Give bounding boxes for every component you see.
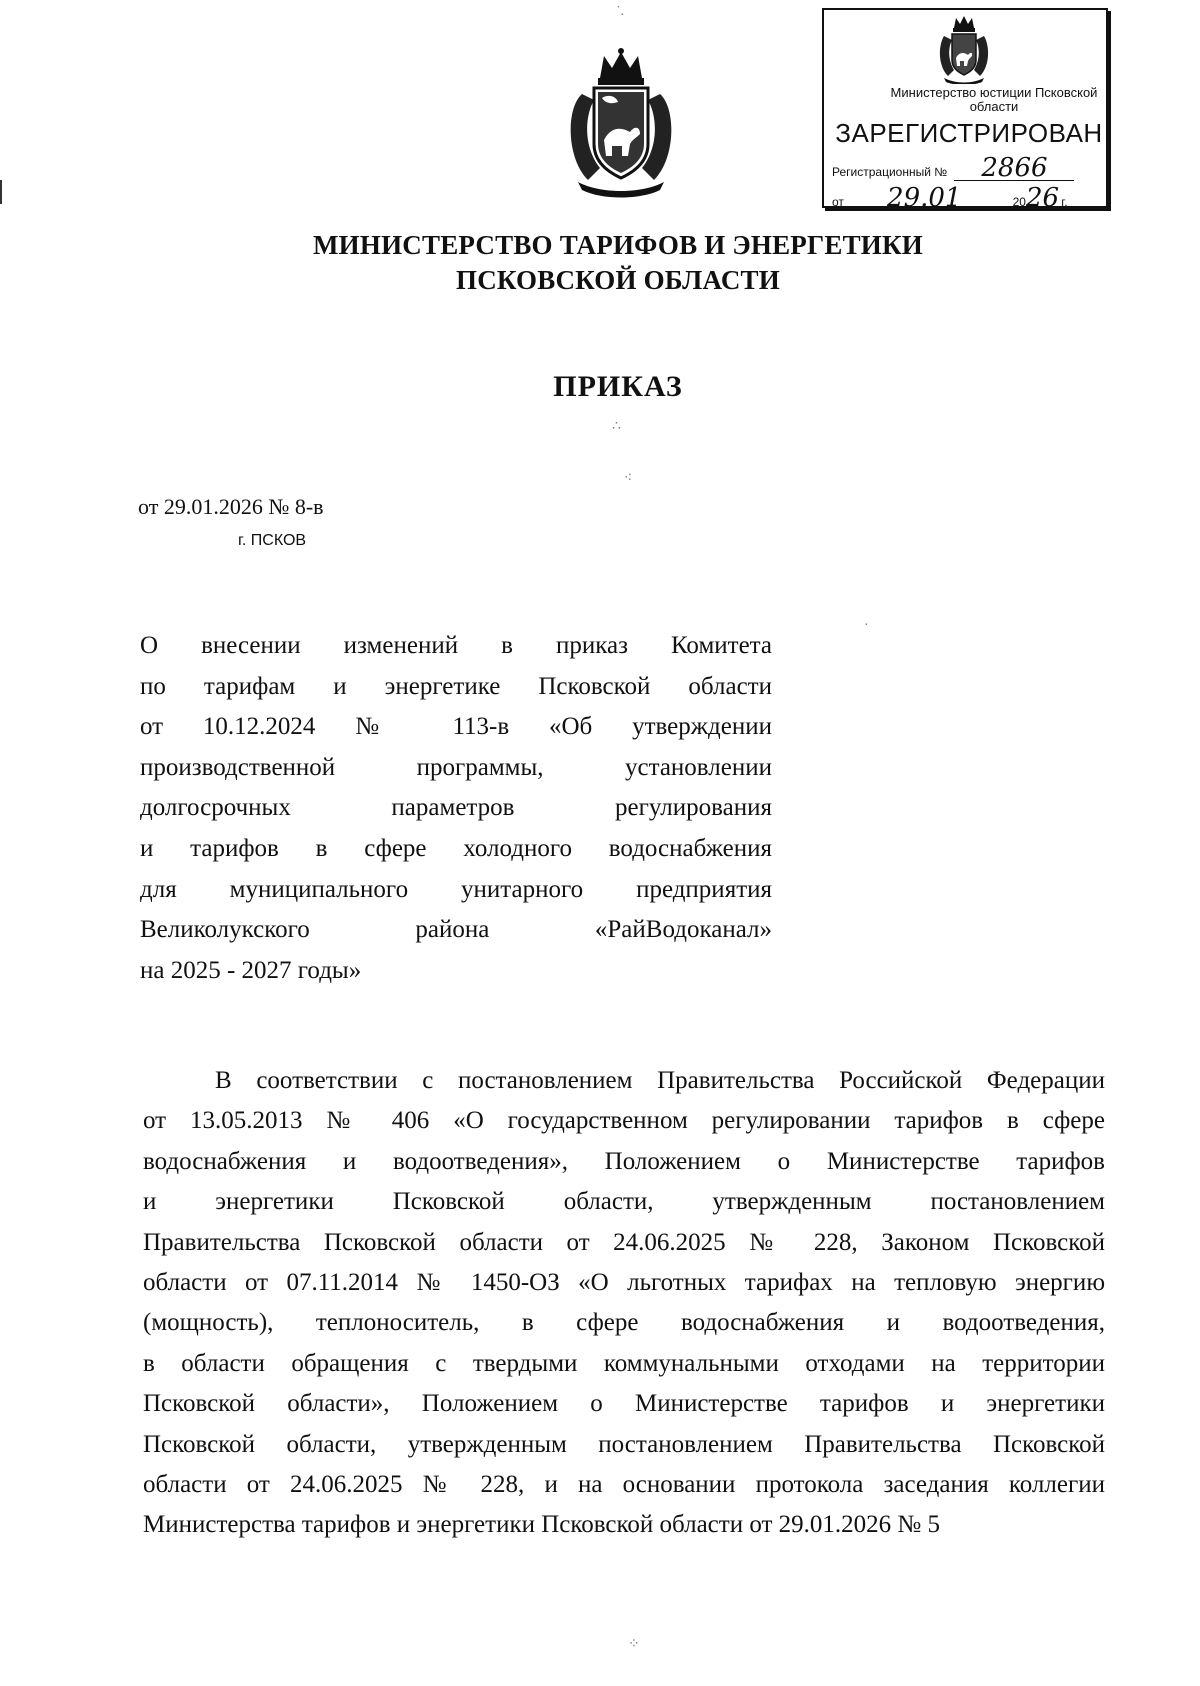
scan-speck: ˙.	[616, 4, 625, 19]
order-city: г. ПСКОВ	[238, 532, 307, 549]
body-line: водоснабжения и водоотведения», Положением о Министерстве тарифов	[143, 1147, 1105, 1175]
scan-speck: ·	[864, 618, 869, 633]
stamp-regno-value: 2866	[954, 156, 1074, 181]
body-line: от 13.05.2013 № 406 «О государственном регулировании тарифов в сфере	[143, 1107, 1105, 1135]
stamp-year-suffix: г.	[1061, 195, 1068, 209]
registration-stamp	[822, 8, 1108, 213]
body-line: области от 07.11.2014 № 1450-ОЗ «О льготных тарифах на тепловую энергию	[143, 1268, 1105, 1296]
stamp-year-value: 26	[1025, 183, 1060, 213]
stamp-year-prefix: 20	[1012, 195, 1026, 209]
order-subject	[140, 626, 772, 991]
body-line: Псковской области», Положением о Министерстве тарифов и энергетики	[143, 1390, 1105, 1418]
pskov-coat-of-arms-emblem	[560, 48, 682, 200]
subject-line: производственной программы, установлении	[140, 753, 772, 781]
subject-line: по тарифам и энергетике Псковской области	[140, 672, 772, 700]
stamp-date-row	[832, 183, 1102, 213]
scan-speck: ⁖	[624, 471, 633, 486]
stamp-ministry-name: Министерство юстиции Псковской области	[890, 85, 1098, 114]
subject-line: от 10.12.2024 № 113-в «Об утверждении	[140, 713, 772, 741]
body-line: (мощность), теплоноситель, в сфере водоснабжения и водоотведения,	[143, 1309, 1105, 1337]
scan-edge-mark	[0, 180, 2, 204]
preamble-paragraph	[143, 1061, 1105, 1546]
stamp-coat-of-arms-emblem	[938, 14, 990, 84]
body-line: в области обращения с твердыми коммунальными отходами на территории	[143, 1349, 1105, 1377]
subject-line: на 2025 - 2027 годы»	[140, 956, 362, 984]
scan-speck: ⁘	[628, 1637, 640, 1652]
stamp-registered-status: ЗАРЕГИСТРИРОВАН	[835, 118, 1103, 148]
body-line: В соответствии с постановлением Правительства Российской Федерации	[215, 1067, 1105, 1094]
subject-line: долгосрочных параметров регулирования	[140, 794, 772, 822]
body-line: Псковской области, утвержденным постановлением Правительства Псковской	[143, 1430, 1105, 1458]
subject-line: О внесении изменений в приказ Комитета	[140, 632, 772, 659]
subject-line: и тарифов в сфере холодного водоснабжения	[140, 834, 772, 862]
ministry-title-line-2: ПСКОВСКОЙ ОБЛАСТИ	[456, 265, 780, 295]
scan-speck: ∴	[612, 419, 621, 434]
stamp-registration-number-row	[832, 153, 1102, 183]
body-line: области от 24.06.2025 № 228, и на основании протокола заседания коллегии	[143, 1470, 1105, 1498]
body-line: Министерства тарифов и энергетики Псковской области от 29.01.2026 № 5	[143, 1511, 941, 1539]
ministry-title-line-1: МИНИСТЕРСТВО ТАРИФОВ И ЭНЕРГЕТИКИ	[313, 230, 923, 260]
order-date-number: от 29.01.2026 № 8-в	[138, 494, 324, 519]
stamp-date-prefix: от	[832, 195, 844, 209]
stamp-regno-label: Регистрационный №	[832, 165, 948, 179]
body-line: Правительства Псковской области от 24.06.2025 № 228, Законом Псковской	[143, 1228, 1105, 1256]
subject-line: для муниципального унитарного предприятия	[140, 875, 772, 903]
subject-line: Великолукского района «РайВодоканал»	[140, 916, 772, 944]
body-line: и энергетики Псковской области, утвержденным постановлением	[143, 1188, 1105, 1216]
stamp-date-value: 29.01	[849, 186, 999, 211]
document-type-title: ПРИКАЗ	[553, 370, 683, 403]
